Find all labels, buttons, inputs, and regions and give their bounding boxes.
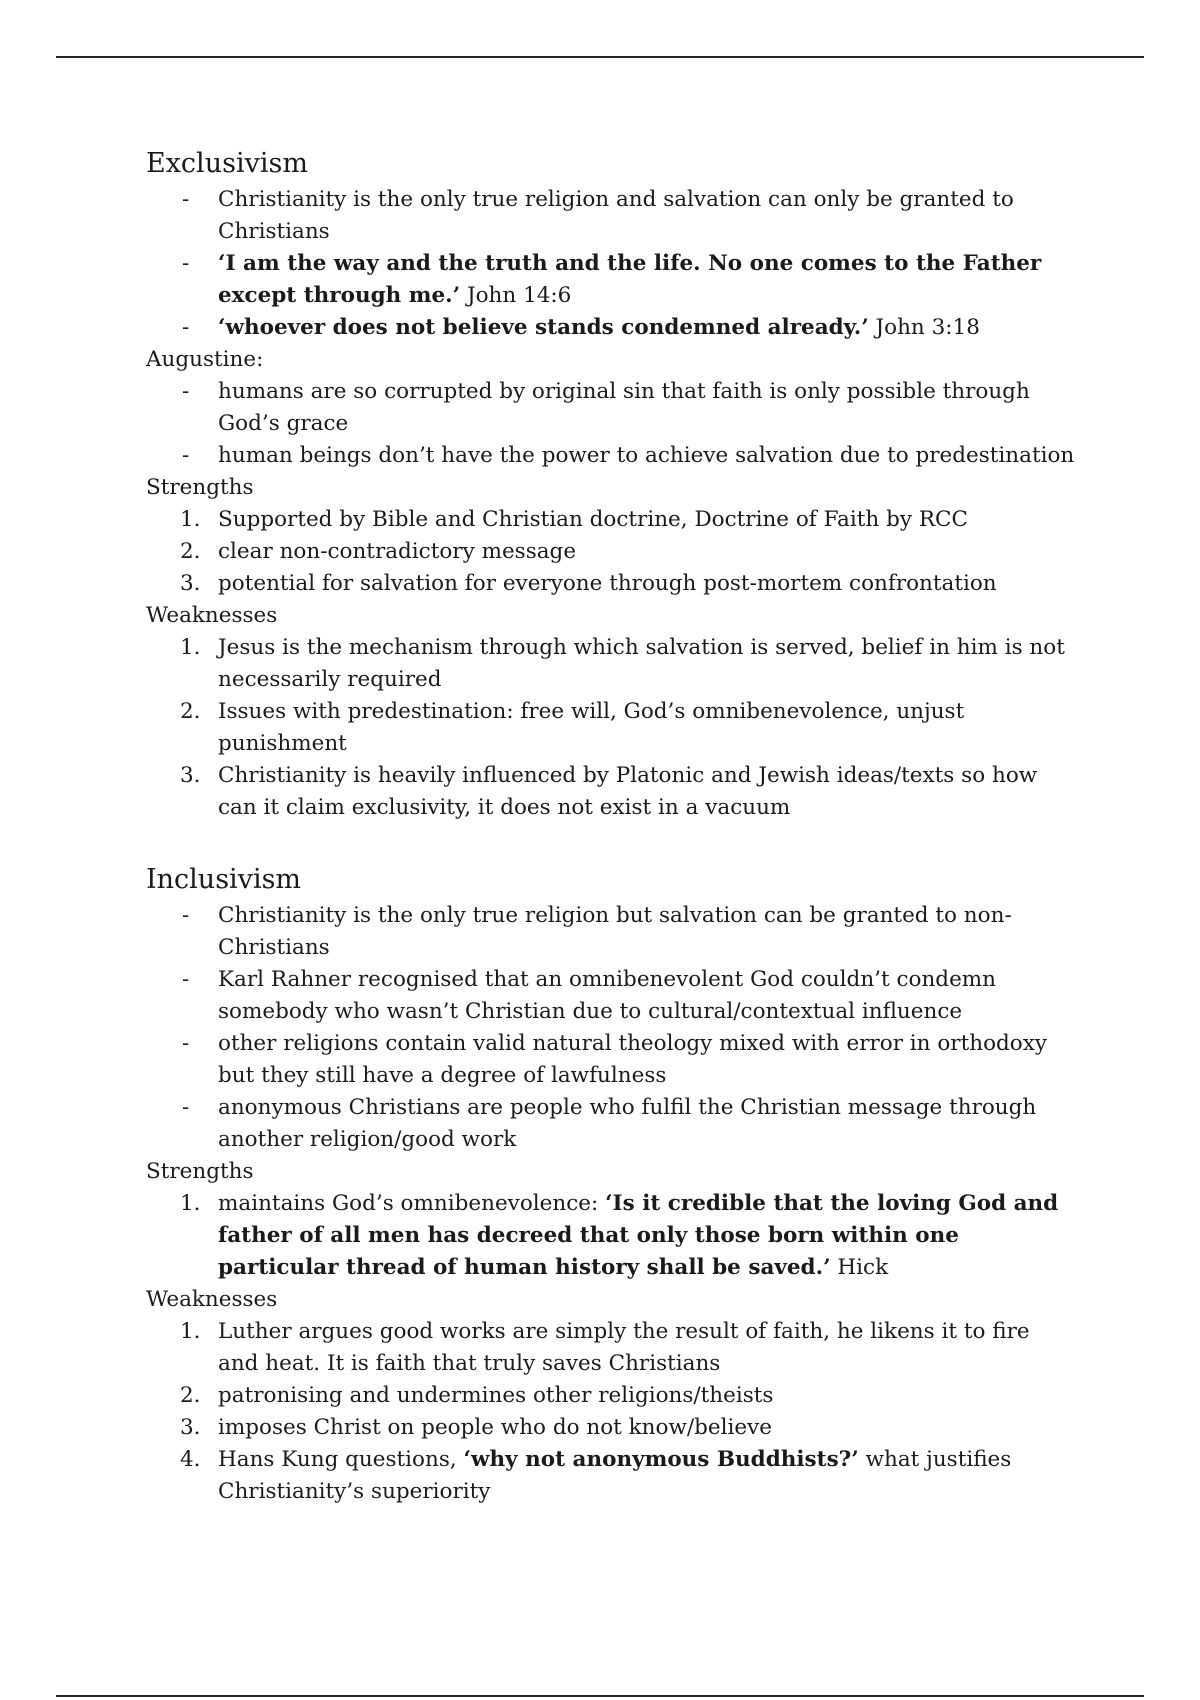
inclusivism-strengths <box>146 1188 1076 1284</box>
document-body <box>146 146 1076 1508</box>
list-item: 2. Issues with predestination: free will, God’s omnibenevolence, unjust punishment <box>180 699 965 756</box>
list-item: 3. potential for salvation for everyone through post-mortem confrontation <box>180 571 997 596</box>
inclusivism-weaknesses <box>146 1316 1076 1508</box>
list-item: 1. Jesus is the mechanism through which salvation is served, belief in him is not necessarily required <box>180 635 1065 692</box>
top-rule <box>56 56 1144 58</box>
list-item: 4. Hans Kung questions, ‘why not anonymous Buddhists?’ what justifies Christianity’s superiority <box>180 1447 1012 1504</box>
list-item: - Christianity is the only true religion and salvation can only be granted to Christians <box>146 184 1076 248</box>
exclusivism-weaknesses <box>146 632 1076 824</box>
augustine-label: Augustine: <box>146 347 264 372</box>
exclusivism-points <box>146 184 1076 344</box>
inclusivism-heading: Inclusivism <box>146 864 302 895</box>
bottom-rule <box>56 1695 1144 1697</box>
exclusivism-weaknesses-label: Weaknesses <box>146 603 278 628</box>
list-item: - human beings don’t have the power to achieve salvation due to predestination <box>146 440 1076 472</box>
list-item: - Karl Rahner recognised that an omnibenevolent God couldn’t condemn somebody who wasn’t Christian due to cultural/contextual influence <box>146 964 1076 1028</box>
list-item: - anonymous Christians are people who fulfil the Christian message through another religion/good work <box>146 1092 1076 1156</box>
list-item: - Christianity is the only true religion but salvation can be granted to non-Christians <box>146 900 1076 964</box>
list-item: 2. clear non-contradictory message <box>180 539 577 564</box>
list-item: - ‘whoever does not believe stands condemned already.’ John 3:18 <box>146 312 1076 344</box>
list-item: 1. Supported by Bible and Christian doctrine, Doctrine of Faith by RCC <box>180 507 968 532</box>
bible-quote: ‘whoever does not believe stands condemned already.’ <box>218 315 869 340</box>
list-item: - humans are so corrupted by original sin that faith is only possible through God’s grace <box>146 376 1076 440</box>
inclusivism-strengths-label: Strengths <box>146 1159 254 1184</box>
list-item: 3. imposes Christ on people who do not know/believe <box>180 1415 772 1440</box>
list-item: 1. maintains God’s omnibenevolence: ‘Is it credible that the loving God and father of all men has decreed that only those born within one particular thread of human history shall be saved.’ Hick <box>180 1191 1059 1280</box>
inclusivism-points <box>146 900 1076 1156</box>
list-item: 1. Luther argues good works are simply the result of faith, he likens it to fire and heat. It is faith that truly saves Christians <box>180 1319 1030 1376</box>
inclusivism-weaknesses-label: Weaknesses <box>146 1287 278 1312</box>
augustine-points <box>146 376 1076 472</box>
list-item: 2. patronising and undermines other religions/theists <box>180 1383 774 1408</box>
exclusivism-heading: Exclusivism <box>146 148 308 179</box>
exclusivism-strengths <box>146 504 1076 600</box>
bible-quote: ‘I am the way and the truth and the life. No one comes to the Father except through me.’ <box>218 251 1042 308</box>
list-item: - other religions contain valid natural theology mixed with error in orthodoxy but they still have a degree of lawfulness <box>146 1028 1076 1092</box>
hick-quote: ‘Is it credible that the loving God and father of all men has decreed that only those born within one particular thread of human history shall be saved.’ <box>218 1191 1059 1280</box>
list-item: - ‘I am the way and the truth and the life. No one comes to the Father except through me.’ John 14:6 <box>146 248 1076 312</box>
kung-quote: ‘why not anonymous Buddhists?’ <box>463 1447 859 1472</box>
exclusivism-strengths-label: Strengths <box>146 475 254 500</box>
list-item: 3. Christianity is heavily influenced by Platonic and Jewish ideas/texts so how can it claim exclusivity, it does not exist in a vacuum <box>180 763 1038 820</box>
